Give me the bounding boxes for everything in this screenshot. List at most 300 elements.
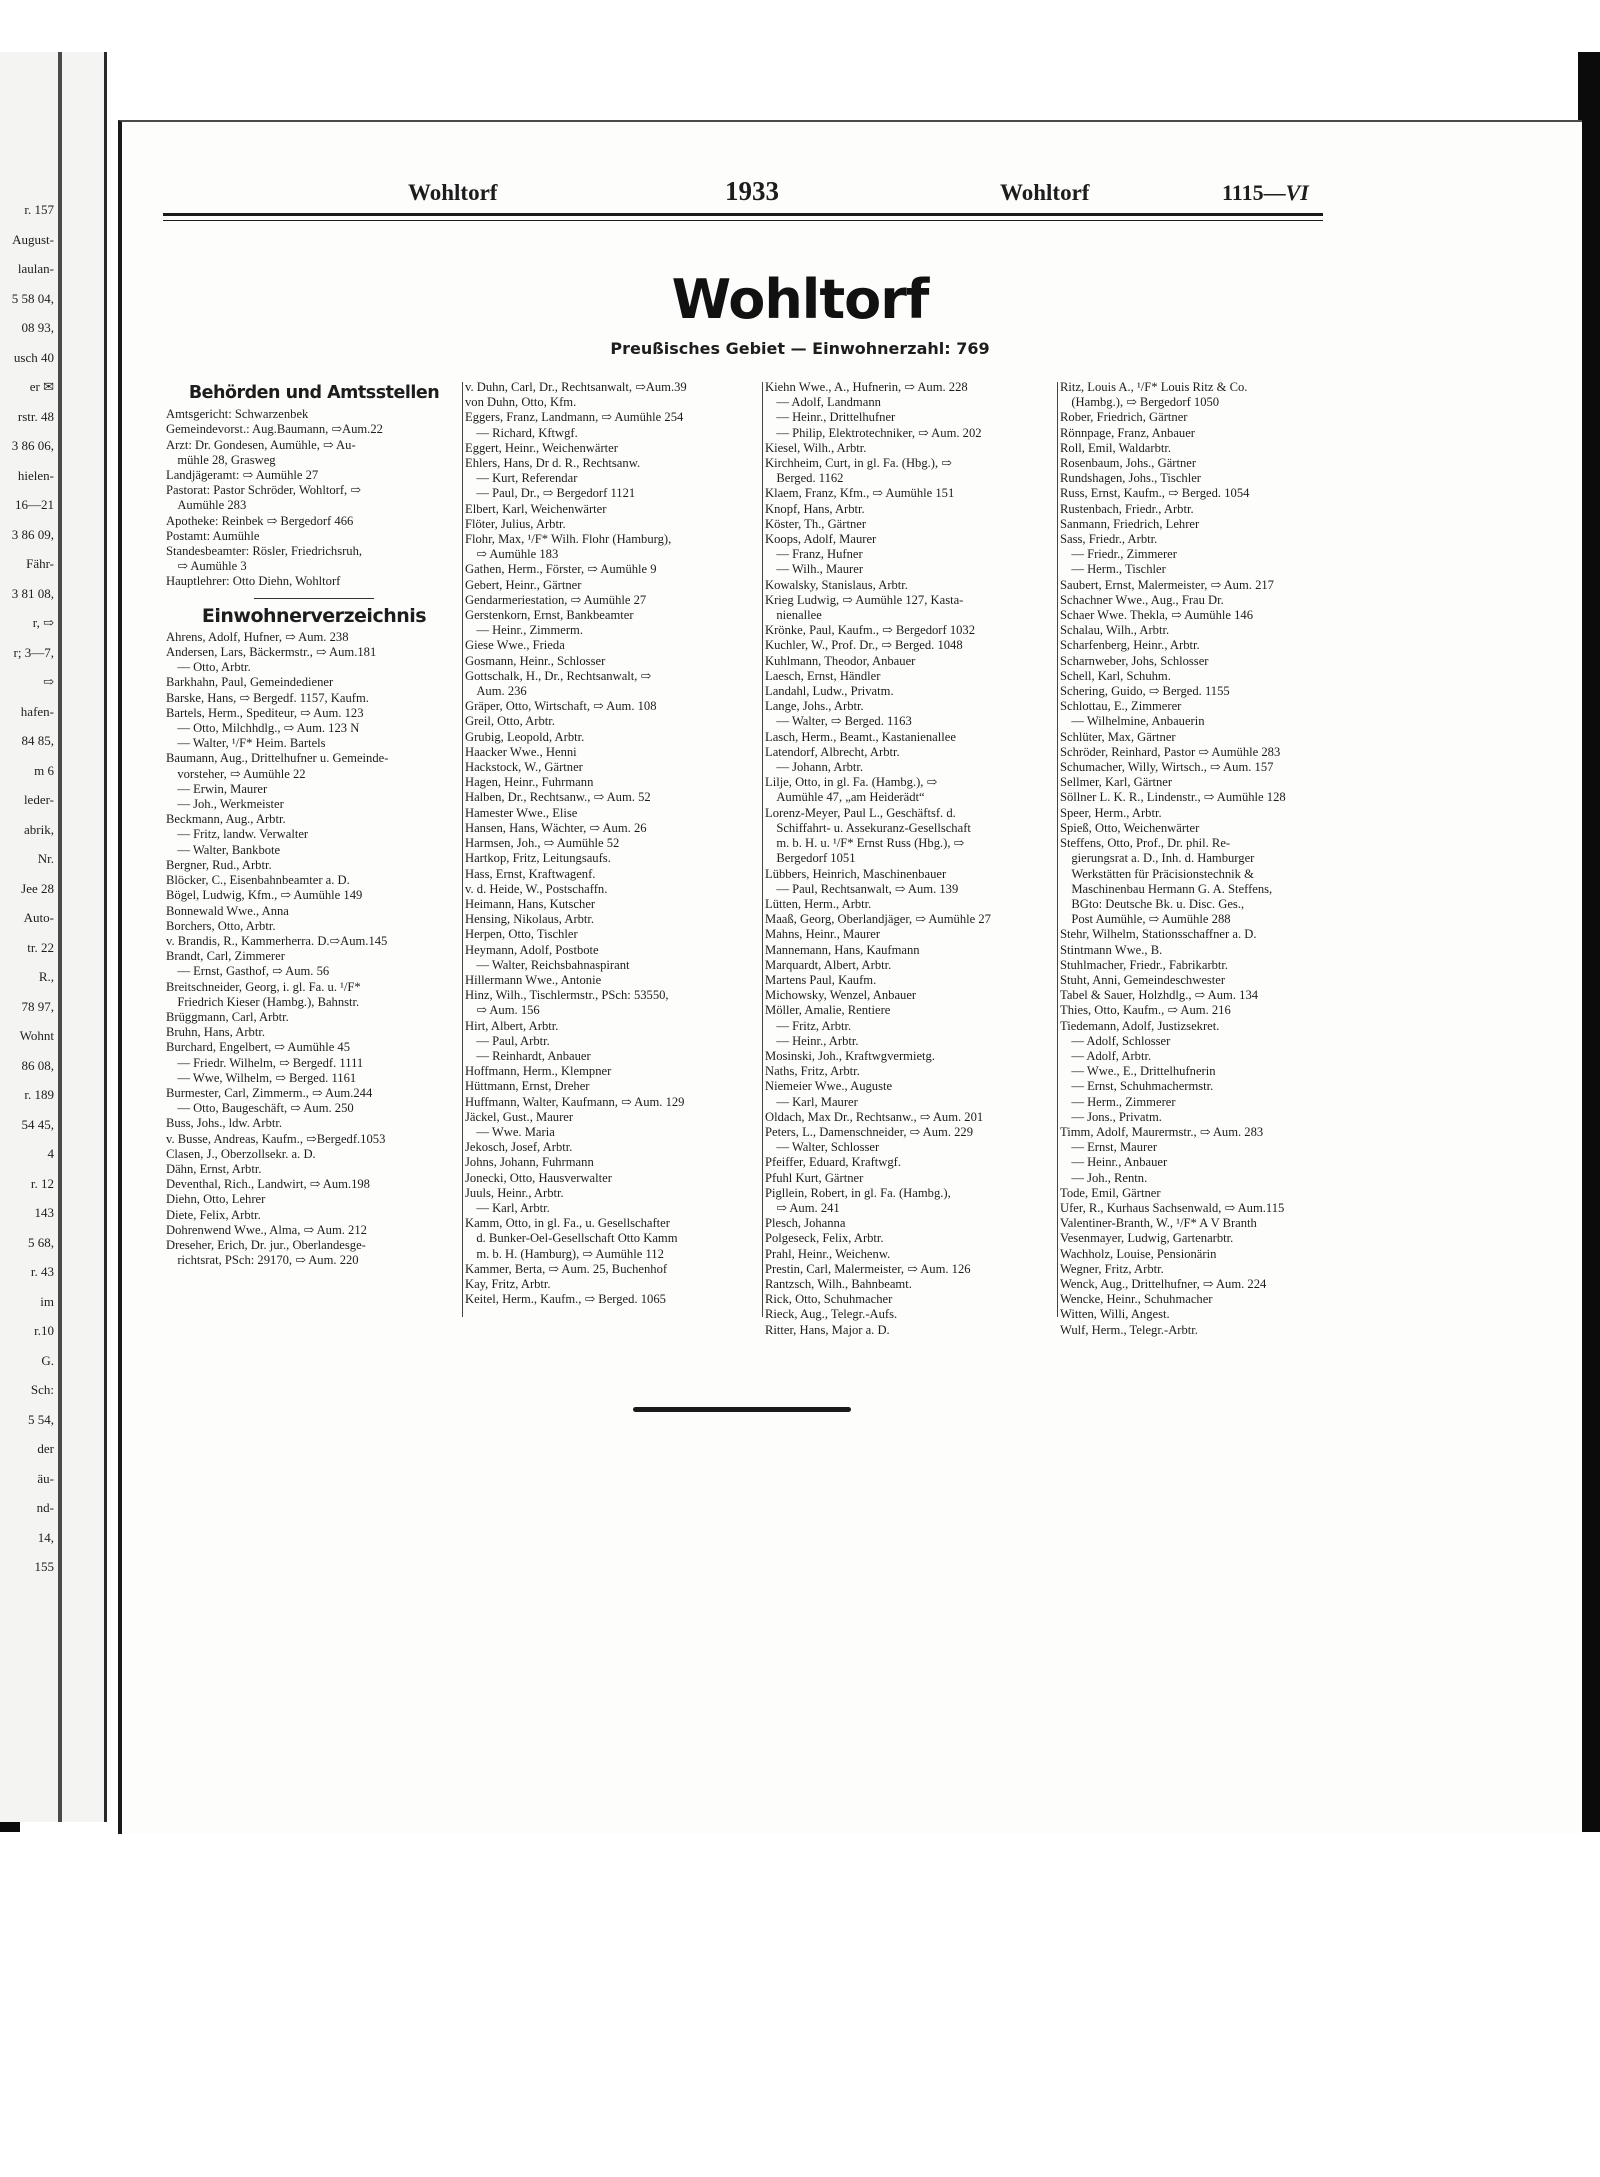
directory-entry: Herpen, Otto, Tischler <box>465 927 578 942</box>
authority-entry: Postamt: Aumühle <box>166 528 260 543</box>
directory-entry: Barske, Hans, ⇨ Bergedf. 1157, Kaufm. <box>166 690 369 705</box>
directory-entry: (Hambg.), ⇨ Bergedorf 1050 <box>1071 395 1220 410</box>
directory-entry: Berged. 1162 <box>776 471 844 486</box>
authority-entry: Arzt: Dr. Gondesen, Aumühle, ⇨ Au- <box>166 437 356 452</box>
end-of-entries-rule <box>633 1407 851 1412</box>
directory-entry: — Ernst, Schuhmachermstr. <box>1071 1079 1214 1094</box>
directory-entry: Kay, Fritz, Arbtr. <box>465 1276 551 1291</box>
directory-entry: — Adolf, Landmann <box>776 395 881 410</box>
column-2 <box>465 380 761 1307</box>
directory-entry: Wencke, Heinr., Schuhmacher <box>1060 1292 1213 1307</box>
previous-page-fragment: 5 68, <box>28 1234 54 1250</box>
section-heading-authorities: Behörden und Amtsstellen <box>188 383 440 403</box>
directory-entry: Schaer Wwe. Thekla, ⇨ Aumühle 146 <box>1060 608 1254 623</box>
resident-list <box>166 630 462 1269</box>
previous-page-fragment: er ✉ <box>29 379 54 394</box>
directory-entry: Naths, Fritz, Arbtr. <box>765 1064 860 1079</box>
directory-entry: Keitel, Herm., Kaufm., ⇨ Berged. 1065 <box>465 1292 666 1307</box>
directory-entry: Flohr, Max, ¹/F* Wilh. Flohr (Hamburg), <box>465 532 672 547</box>
running-header-year: 1933 <box>725 176 779 206</box>
directory-entry: Steffens, Otto, Prof., Dr. phil. Re- <box>1060 836 1231 851</box>
directory-entry: Gosmann, Heinr., Schlosser <box>465 653 606 668</box>
directory-entry: Hensing, Nikolaus, Arbtr. <box>465 912 595 927</box>
authority-entry: Standesbeamter: Rösler, Friedrichsruh, <box>166 544 363 559</box>
directory-entry: — Wilhelmine, Anbauerin <box>1071 714 1205 729</box>
directory-entry: Heimann, Hans, Kutscher <box>465 896 596 911</box>
directory-entry: Pigllein, Robert, in gl. Fa. (Hambg.), <box>765 1185 951 1200</box>
directory-entry: Sellmer, Karl, Gärtner <box>1060 775 1173 790</box>
directory-entry: Borchers, Otto, Arbtr. <box>166 918 276 933</box>
directory-entry: Krönke, Paul, Kaufm., ⇨ Bergedorf 1032 <box>765 623 976 638</box>
previous-page-fragment: äu- <box>37 1470 54 1486</box>
directory-entry: Brandt, Carl, Zimmerer <box>166 949 285 964</box>
directory-entry: Harmsen, Joh., ⇨ Aumühle 52 <box>465 836 620 851</box>
directory-entry: Bonnewald Wwe., Anna <box>166 903 289 918</box>
page-number <box>1222 180 1309 206</box>
directory-entry: Kammer, Berta, ⇨ Aum. 25, Buchenhof <box>465 1261 668 1276</box>
directory-entry: Barkhahn, Paul, Gemeindediener <box>166 675 334 690</box>
directory-entry: — Joh., Werkmeister <box>177 797 284 812</box>
directory-entry: Schachner Wwe., Aug., Frau Dr. <box>1060 592 1224 607</box>
directory-entry: Krieg Ludwig, ⇨ Aumühle 127, Kasta- <box>765 592 964 607</box>
previous-page-fragment: r, ⇨ <box>32 615 54 630</box>
directory-entry: — Kurt, Referendar <box>476 471 578 486</box>
authority-entry: Amtsgericht: Schwarzenbek <box>166 407 309 422</box>
directory-entry: Gebert, Heinr., Gärtner <box>465 577 582 592</box>
directory-entry: — Philip, Elektrotechniker, ⇨ Aum. 202 <box>776 425 982 440</box>
directory-entry: — Walter, ¹/F* Heim. Bartels <box>177 736 326 751</box>
directory-entry: Rick, Otto, Schuhmacher <box>765 1292 893 1307</box>
directory-entry: Wulf, Herm., Telegr.-Arbtr. <box>1060 1322 1198 1337</box>
column-3 <box>765 380 1055 1338</box>
directory-entry: Gerstenkorn, Ernst, Bankbeamter <box>465 608 634 623</box>
previous-page-fragment: R., <box>38 969 54 984</box>
directory-entry: Bartels, Herm., Spediteur, ⇨ Aum. 123 <box>166 705 364 720</box>
directory-entry: — Reinhardt, Anbauer <box>476 1048 591 1063</box>
directory-entry: ⇨ Aumühle 183 <box>476 547 559 562</box>
previous-page-fragment: tr. 22 <box>27 939 54 955</box>
authorities-list <box>166 407 462 589</box>
directory-entry: Pfuhl Kurt, Gärtner <box>765 1170 864 1185</box>
directory-entry: Maaß, Georg, Oberlandjäger, ⇨ Aumühle 27 <box>765 912 991 927</box>
section-rule <box>254 598 374 599</box>
directory-entry: Thies, Otto, Kaufm., ⇨ Aum. 216 <box>1060 1003 1231 1018</box>
directory-entry: Tabel & Sauer, Holzhdlg., ⇨ Aum. 134 <box>1060 988 1259 1003</box>
directory-entry: Lilje, Otto, in gl. Fa. (Hambg.), ⇨ <box>765 775 938 790</box>
directory-entry: Jonecki, Otto, Hausverwalter <box>465 1170 612 1185</box>
directory-entry: Diete, Felix, Arbtr. <box>166 1207 261 1222</box>
previous-page-fragment: leder- <box>23 792 54 807</box>
directory-entry: BGto: Deutsche Bk. u. Disc. Ges., <box>1071 896 1245 911</box>
previous-page-fragment: r. 12 <box>30 1175 54 1191</box>
directory-entry: Polgeseck, Felix, Arbtr. <box>765 1231 884 1246</box>
column-1 <box>166 380 462 1268</box>
directory-entry: Schumacher, Willy, Wirtsch., ⇨ Aum. 157 <box>1060 760 1274 775</box>
directory-entry: — Paul, Dr., ⇨ Bergedorf 1121 <box>476 486 636 501</box>
directory-entry: Aum. 236 <box>476 684 527 699</box>
authority-entry: Gemeindevorst.: Aug.Baumann, ⇨Aum.22 <box>166 422 383 437</box>
resident-list <box>765 380 1055 1338</box>
directory-entry: v. Busse, Andreas, Kaufm., ⇨Bergedf.1053 <box>166 1131 386 1146</box>
directory-entry: — Fritz, Arbtr. <box>776 1018 852 1033</box>
directory-entry: — Walter, Schlosser <box>776 1140 880 1155</box>
directory-entry: Timm, Adolf, Maurermstr., ⇨ Aum. 283 <box>1060 1124 1264 1139</box>
previous-page-fragment: 3 81 08, <box>11 585 54 601</box>
directory-entry: Kiehn Wwe., A., Hufnerin, ⇨ Aum. 228 <box>765 380 968 394</box>
directory-entry: Johns, Johann, Fuhrmann <box>465 1155 594 1170</box>
authority-entry: Apotheke: Reinbek ⇨ Bergedorf 466 <box>166 513 354 528</box>
directory-entry: Jekosch, Josef, Arbtr. <box>465 1140 573 1155</box>
directory-entry: Jäckel, Gust., Maurer <box>465 1109 574 1124</box>
directory-entry: m. b. H. (Hamburg), ⇨ Aumühle 112 <box>476 1246 664 1261</box>
directory-entry: Kirchheim, Curt, in gl. Fa. (Hbg.), ⇨ <box>765 456 952 471</box>
directory-entry: von Duhn, Otto, Kfm. <box>465 395 577 410</box>
directory-entry: Landahl, Ludw., Privatm. <box>765 684 894 699</box>
directory-entry: Bögel, Ludwig, Kfm., ⇨ Aumühle 149 <box>166 888 363 903</box>
directory-entry: Kowalsky, Stanislaus, Arbtr. <box>765 577 908 592</box>
directory-entry: — Heinr., Drittelhufner <box>776 410 896 425</box>
previous-page-fragment: r. 43 <box>30 1264 54 1279</box>
directory-entry: Lütten, Herm., Arbtr. <box>765 896 872 911</box>
directory-entry: Russ, Ernst, Kaufm., ⇨ Berged. 1054 <box>1060 486 1250 501</box>
directory-entry: — Adolf, Arbtr. <box>1071 1048 1152 1063</box>
directory-entry: Halben, Dr., Rechtsanw., ⇨ Aum. 52 <box>465 790 651 805</box>
previous-page-fragment: Nr. <box>37 851 54 866</box>
previous-page-fragment: usch 40 <box>13 349 54 365</box>
directory-entry: Prahl, Heinr., Weichenw. <box>765 1246 891 1261</box>
directory-entry: Rönnpage, Franz, Anbauer <box>1060 425 1195 440</box>
directory-entry: Tode, Emil, Gärtner <box>1060 1185 1161 1200</box>
directory-entry: Rantzsch, Wilh., Bahnbeamt. <box>765 1276 912 1291</box>
authority-entry: ⇨ Aumühle 3 <box>177 559 247 574</box>
directory-entry: Schalau, Wilh., Arbtr. <box>1060 623 1170 638</box>
directory-entry: — Wwe, Wilhelm, ⇨ Berged. 1161 <box>177 1070 357 1085</box>
previous-page-fragment: Jee 28 <box>21 880 54 896</box>
directory-entry: Scharnweber, Johs, Schlosser <box>1060 653 1209 668</box>
previous-page-fragment: rstr. 48 <box>17 408 54 424</box>
directory-entry: Spieß, Otto, Weichenwärter <box>1060 820 1200 835</box>
directory-entry: Plesch, Johanna <box>765 1216 846 1231</box>
town-title: Wohltorf <box>671 268 929 331</box>
previous-page-fragment: 14, <box>37 1529 54 1545</box>
directory-entry: Hinz, Wilh., Tischlermstr., PSch: 53550, <box>465 988 669 1003</box>
directory-entry: — Paul, Rechtsanwalt, ⇨ Aum. 139 <box>776 881 959 896</box>
directory-entry: Speer, Herm., Arbtr. <box>1060 805 1162 820</box>
directory-entry: — Wwe. Maria <box>476 1124 555 1139</box>
directory-entry: — Heinr., Zimmerm. <box>476 623 584 638</box>
directory-entry: Latendorf, Albrecht, Arbtr. <box>765 744 900 759</box>
directory-entry: — Ernst, Maurer <box>1071 1140 1158 1155</box>
previous-page-fragment: nd- <box>36 1500 54 1515</box>
directory-entry: Gendarmeriestation, ⇨ Aumühle 27 <box>465 592 647 607</box>
directory-entry: Rosenbaum, Johs., Gärtner <box>1060 456 1197 471</box>
previous-page-fragment: r.10 <box>34 1323 54 1338</box>
previous-page-fragment: Wohnt <box>19 1028 54 1043</box>
directory-entry: Scharfenberg, Heinr., Arbtr. <box>1060 638 1200 653</box>
header-rule-thin <box>163 220 1323 221</box>
directory-entry: Bergedorf 1051 <box>776 851 856 866</box>
previous-page-fragment: 78 97, <box>21 998 54 1014</box>
previous-page-fragment: 3 86 09, <box>11 526 54 542</box>
directory-entry: — Karl, Maurer <box>776 1094 858 1109</box>
header-rule <box>163 213 1323 216</box>
directory-entry: Schell, Karl, Schuhm. <box>1060 668 1171 683</box>
directory-entry: — Otto, Milchhdlg., ⇨ Aum. 123 N <box>177 721 360 736</box>
directory-entry: Eggert, Heinr., Weichenwärter <box>465 440 618 455</box>
previous-page-fragment: hielen- <box>17 467 54 483</box>
directory-entry: Laesch, Ernst, Händler <box>765 668 881 683</box>
previous-page-fragment: 143 <box>34 1205 54 1220</box>
authority-entry: Hauptlehrer: Otto Diehn, Wohltorf <box>166 574 341 589</box>
directory-entry: Michowsky, Wenzel, Anbauer <box>765 988 917 1003</box>
previous-page-fragment: 86 08, <box>21 1057 54 1073</box>
directory-entry: — Johann, Arbtr. <box>776 760 864 775</box>
directory-entry: Dohrenwend Wwe., Alma, ⇨ Aum. 212 <box>166 1222 367 1237</box>
resident-list <box>1060 380 1334 1338</box>
directory-entry: Elbert, Karl, Weichenwärter <box>465 501 607 516</box>
directory-entry: — Friedr., Zimmerer <box>1071 547 1177 562</box>
directory-entry: — Heinr., Arbtr. <box>776 1033 859 1048</box>
directory-entry: Witten, Willi, Angest. <box>1060 1307 1170 1322</box>
directory-entry: Vesenmayer, Ludwig, Gartenarbtr. <box>1060 1231 1234 1246</box>
directory-entry: Gräper, Otto, Wirtschaft, ⇨ Aum. 108 <box>465 699 657 714</box>
directory-entry: Mahns, Heinr., Maurer <box>765 927 881 942</box>
directory-entry: — Ernst, Gasthof, ⇨ Aum. 56 <box>177 964 330 979</box>
directory-entry: Schiffahrt- u. Assekuranz-Gesellschaft <box>776 820 971 835</box>
directory-entry: — Otto, Arbtr. <box>177 660 251 675</box>
directory-entry: Hoffmann, Herm., Klempner <box>465 1064 612 1079</box>
previous-page-fragment: 155 <box>34 1559 54 1574</box>
directory-entry: Rustenbach, Friedr., Arbtr. <box>1060 501 1194 516</box>
directory-entry: Rober, Friedrich, Gärtner <box>1060 410 1188 425</box>
previous-page-fragment: laulan- <box>17 261 54 276</box>
directory-entry: — Walter, ⇨ Berged. 1163 <box>776 714 912 729</box>
previous-page-fragment: der <box>37 1441 54 1456</box>
directory-entry: Hansen, Hans, Wächter, ⇨ Aum. 26 <box>465 820 647 835</box>
directory-entry: — Wwe., E., Drittelhufnerin <box>1071 1064 1216 1079</box>
column-divider <box>762 382 763 1317</box>
previous-page-fragment: r; 3—7, <box>13 644 54 660</box>
directory-entry: — Otto, Baugeschäft, ⇨ Aum. 250 <box>177 1101 354 1116</box>
directory-entry: — Herm., Tischler <box>1071 562 1166 577</box>
directory-entry: Rieck, Aug., Telegr.-Aufs. <box>765 1307 898 1322</box>
directory-entry: v. Brandis, R., Kammerherra. D.⇨Aum.145 <box>166 933 388 948</box>
column-divider <box>462 382 463 1317</box>
town-subtitle: Preußisches Gebiet — Einwohnerzahl: 769 <box>610 339 990 358</box>
directory-entry: Klaem, Franz, Kfm., ⇨ Aumühle 151 <box>765 486 955 501</box>
directory-entry: Haacker Wwe., Henni <box>465 744 577 759</box>
directory-entry: Saubert, Ernst, Malermeister, ⇨ Aum. 217 <box>1060 577 1274 592</box>
directory-entry: Sanmann, Friedrich, Lehrer <box>1060 516 1200 531</box>
directory-entry: — Walter, Bankbote <box>177 842 281 857</box>
directory-entry: Gottschalk, H., Dr., Rechtsanwalt, ⇨ <box>465 668 652 683</box>
directory-entry: gierungsrat a. D., Inh. d. Hamburger <box>1071 851 1255 866</box>
directory-entry: Gathen, Herm., Förster, ⇨ Aumühle 9 <box>465 562 657 577</box>
directory-entry: Ritz, Louis A., ¹/F* Louis Ritz & Co. <box>1060 380 1248 394</box>
directory-entry: Hillermann Wwe., Antonie <box>465 972 602 987</box>
directory-entry: Burchard, Engelbert, ⇨ Aumühle 45 <box>166 1040 351 1055</box>
directory-entry: Rundshagen, Johs., Tischler <box>1060 471 1201 486</box>
directory-entry: Sass, Friedr., Arbtr. <box>1060 532 1158 547</box>
directory-entry: Lasch, Herm., Beamt., Kastanienallee <box>765 729 956 744</box>
directory-entry: Greil, Otto, Arbtr. <box>465 714 555 729</box>
directory-entry: Ahrens, Adolf, Hufner, ⇨ Aum. 238 <box>166 629 349 644</box>
directory-entry: — Joh., Rentn. <box>1071 1170 1148 1185</box>
directory-entry: Werkstätten für Präcisionstechnik & <box>1071 866 1254 881</box>
authority-entry: Pastorat: Pastor Schröder, Wohltorf, ⇨ <box>166 483 361 498</box>
directory-entry: Huffmann, Walter, Kaufmann, ⇨ Aum. 129 <box>465 1094 685 1109</box>
directory-entry: Ritter, Hans, Major a. D. <box>765 1322 890 1337</box>
directory-entry: Wenck, Aug., Drittelhufner, ⇨ Aum. 224 <box>1060 1276 1267 1291</box>
directory-entry: — Karl, Arbtr. <box>476 1200 550 1215</box>
directory-entry: Diehn, Otto, Lehrer <box>166 1192 266 1207</box>
previous-page-fragment: 84 85, <box>21 733 54 748</box>
directory-entry: Knopf, Hans, Arbtr. <box>765 501 865 516</box>
directory-entry: Stuht, Anni, Gemeindeschwester <box>1060 972 1226 987</box>
directory-entry: Breitschneider, Georg, i. gl. Fa. u. ¹/F* <box>166 979 361 994</box>
directory-entry: Mosinski, Joh., Kraftwgvermietg. <box>765 1048 935 1063</box>
directory-entry: ⇨ Aum. 156 <box>476 1003 540 1018</box>
previous-page-fragment: r. 189 <box>24 1087 54 1102</box>
directory-entry: Beckmann, Aug., Arbtr. <box>166 812 286 827</box>
directory-entry: Kamm, Otto, in gl. Fa., u. Gesellschafter <box>465 1216 670 1231</box>
directory-entry: Kuhlmann, Theodor, Anbauer <box>765 653 916 668</box>
directory-entry: vorsteher, ⇨ Aumühle 22 <box>177 766 306 781</box>
directory-entry: Niemeier Wwe., Auguste <box>765 1079 893 1094</box>
previous-page-fragment: r. 157 <box>24 202 54 217</box>
directory-entry: Schlottau, E., Zimmerer <box>1060 699 1182 714</box>
directory-entry: — Richard, Kftwgf. <box>476 425 578 440</box>
directory-entry: Friedrich Kieser (Hambg.), Bahnstr. <box>177 994 360 1009</box>
directory-entry: Kiesel, Wilh., Arbtr. <box>765 440 867 455</box>
directory-entry: Hüttmann, Ernst, Dreher <box>465 1079 590 1094</box>
directory-entry: Dähn, Ernst, Arbtr. <box>166 1161 262 1176</box>
previous-page-fragment: im <box>40 1293 54 1309</box>
directory-entry: richtsrat, PSch: 29170, ⇨ Aum. 220 <box>177 1253 359 1268</box>
directory-entry: Post Aumühle, ⇨ Aumühle 288 <box>1071 912 1231 927</box>
directory-entry: ⇨ Aum. 241 <box>776 1200 840 1215</box>
directory-entry: — Herm., Zimmerer <box>1071 1094 1176 1109</box>
previous-page-fragment: August- <box>12 231 54 247</box>
directory-entry: Wachholz, Louise, Pensionärin <box>1060 1246 1217 1261</box>
directory-entry: Lübbers, Heinrich, Maschinenbauer <box>765 866 947 881</box>
previous-page-fragment: G. <box>41 1352 54 1368</box>
previous-page-fragment: hafen- <box>20 703 54 719</box>
directory-entry: Bergner, Rud., Arbtr. <box>166 857 272 872</box>
column-divider <box>1057 382 1058 1317</box>
directory-entry: Blöcker, C., Eisenbahnbeamter a. D. <box>166 873 350 888</box>
directory-entry: Tiedemann, Adolf, Justizsekret. <box>1060 1018 1220 1033</box>
directory-entry: Pfeiffer, Eduard, Kraftwgf. <box>765 1155 901 1170</box>
directory-entry: Marquardt, Albert, Arbtr. <box>765 957 892 972</box>
directory-entry: Hirt, Albert, Arbtr. <box>465 1018 559 1033</box>
directory-entry: Heymann, Adolf, Postbote <box>465 942 599 957</box>
previous-page-fragment: 5 54, <box>28 1411 54 1427</box>
directory-entry: Brüggmann, Carl, Arbtr. <box>166 1009 289 1024</box>
authority-entry: Aumühle 283 <box>177 498 247 513</box>
directory-entry: nienallee <box>776 608 822 623</box>
authority-entry: mühle 28, Grasweg <box>177 452 276 467</box>
directory-entry: Stintmann Wwe., B. <box>1060 942 1163 957</box>
previous-page-fragment: Fähr- <box>26 556 54 571</box>
directory-entry: Buss, Johs., ldw. Arbtr. <box>166 1116 283 1131</box>
directory-entry: v. d. Heide, W., Postschaffn. <box>465 881 608 896</box>
directory-entry: Valentiner-Branth, W., ¹/F* A V Branth <box>1060 1216 1257 1231</box>
directory-entry: — Jons., Privatm. <box>1071 1109 1162 1124</box>
directory-entry: Möller, Amalie, Rentiere <box>765 1003 891 1018</box>
directory-entry: Hass, Ernst, Kraftwagenf. <box>465 866 596 881</box>
directory-entry: Hartkop, Fritz, Leitungsaufs. <box>465 851 611 866</box>
directory-entry: — Paul, Arbtr. <box>476 1033 550 1048</box>
previous-page-fragment: 3 86 06, <box>11 438 54 453</box>
directory-entry: Kuchler, W., Prof. Dr., ⇨ Berged. 1048 <box>765 638 963 653</box>
directory-entry: Stehr, Wilhelm, Stationsschaffner a. D. <box>1060 927 1257 942</box>
directory-entry: Hackstock, W., Gärtner <box>465 760 583 775</box>
directory-entry: — Erwin, Maurer <box>177 781 268 796</box>
directory-entry: m. b. H. u. ¹/F* Ernst Russ (Hbg.), ⇨ <box>776 836 965 851</box>
directory-entry: Grubig, Leopold, Arbtr. <box>465 729 585 744</box>
directory-entry: Baumann, Aug., Drittelhufner u. Gemeinde- <box>166 751 389 766</box>
directory-entry: — Walter, Reichsbahnaspirant <box>476 957 630 972</box>
page-number-roman: VI <box>1285 180 1309 205</box>
previous-page-fragment: Auto- <box>23 910 54 925</box>
directory-entry: Lorenz-Meyer, Paul L., Geschäftsf. d. <box>765 805 956 820</box>
directory-entry: Burmester, Carl, Zimmerm., ⇨ Aum.244 <box>166 1085 373 1100</box>
directory-entry: Schlüter, Max, Gärtner <box>1060 729 1176 744</box>
directory-entry: Dreseher, Erich, Dr. jur., Oberlandesge- <box>166 1237 366 1252</box>
directory-entry: Ufer, R., Kurhaus Sachsenwald, ⇨ Aum.115 <box>1060 1200 1285 1215</box>
directory-entry: Koops, Adolf, Maurer <box>765 532 877 547</box>
directory-entry: Bruhn, Hans, Arbtr. <box>166 1025 265 1040</box>
directory-entry: Oldach, Max Dr., Rechtsanw., ⇨ Aum. 201 <box>765 1109 984 1124</box>
previous-page-fragment: Sch: <box>30 1382 54 1397</box>
directory-entry: Hagen, Heinr., Fuhrmann <box>465 775 594 790</box>
previous-page-fragment: 08 93, <box>21 320 54 335</box>
directory-entry: Mannemann, Hans, Kaufmann <box>765 942 920 957</box>
column-4 <box>1060 380 1334 1338</box>
previous-page-fragment: m 6 <box>34 762 54 778</box>
previous-page-fragment: 16—21 <box>15 497 54 512</box>
directory-entry: Deventhal, Rich., Landwirt, ⇨ Aum.198 <box>166 1177 370 1192</box>
directory-entry: Flöter, Julius, Arbtr. <box>465 516 566 531</box>
directory-entry: Giese Wwe., Frieda <box>465 638 565 653</box>
directory-entry: — Wilh., Maurer <box>776 562 864 577</box>
previous-page-fragment: 5 58 04, <box>11 290 54 306</box>
previous-page-fragment: ⇨ <box>43 674 54 689</box>
directory-entry: Schering, Guido, ⇨ Berged. 1155 <box>1060 684 1230 699</box>
page-number-arabic: 1115— <box>1222 180 1286 205</box>
resident-list <box>465 380 761 1307</box>
previous-page-fragment: abrik, <box>24 821 54 837</box>
directory-entry: Wegner, Fritz, Arbtr. <box>1060 1261 1164 1276</box>
running-header-left: Wohltorf <box>408 180 498 205</box>
directory-entry: Söllner L. K. R., Lindenstr., ⇨ Aumühle 128 <box>1060 790 1286 805</box>
directory-entry: — Adolf, Schlosser <box>1071 1033 1171 1048</box>
directory-entry: d. Bunker-Oel-Gesellschaft Otto Kamm <box>476 1231 678 1246</box>
directory-entry: Ehlers, Hans, Dr d. R., Rechtsanw. <box>465 456 641 471</box>
previous-page-fragment: 54 45, <box>21 1116 54 1132</box>
directory-entry: Peters, L., Damenschneider, ⇨ Aum. 229 <box>765 1124 974 1139</box>
directory-entry: — Heinr., Anbauer <box>1071 1155 1168 1170</box>
directory-entry: Clasen, J., Oberzollsekr. a. D. <box>166 1146 316 1161</box>
directory-entry: Martens Paul, Kaufm. <box>765 972 877 987</box>
directory-entry: Köster, Th., Gärtner <box>765 516 867 531</box>
directory-entry: Schröder, Reinhard, Pastor ⇨ Aumühle 283 <box>1060 744 1281 759</box>
section-heading-residents: Einwohnerverzeichnis <box>201 604 427 627</box>
previous-page-fragment: 4 <box>47 1146 54 1161</box>
directory-entry: Stuhlmacher, Friedr., Fabrikarbtr. <box>1060 957 1229 972</box>
directory-entry: — Franz, Hufner <box>776 547 863 562</box>
